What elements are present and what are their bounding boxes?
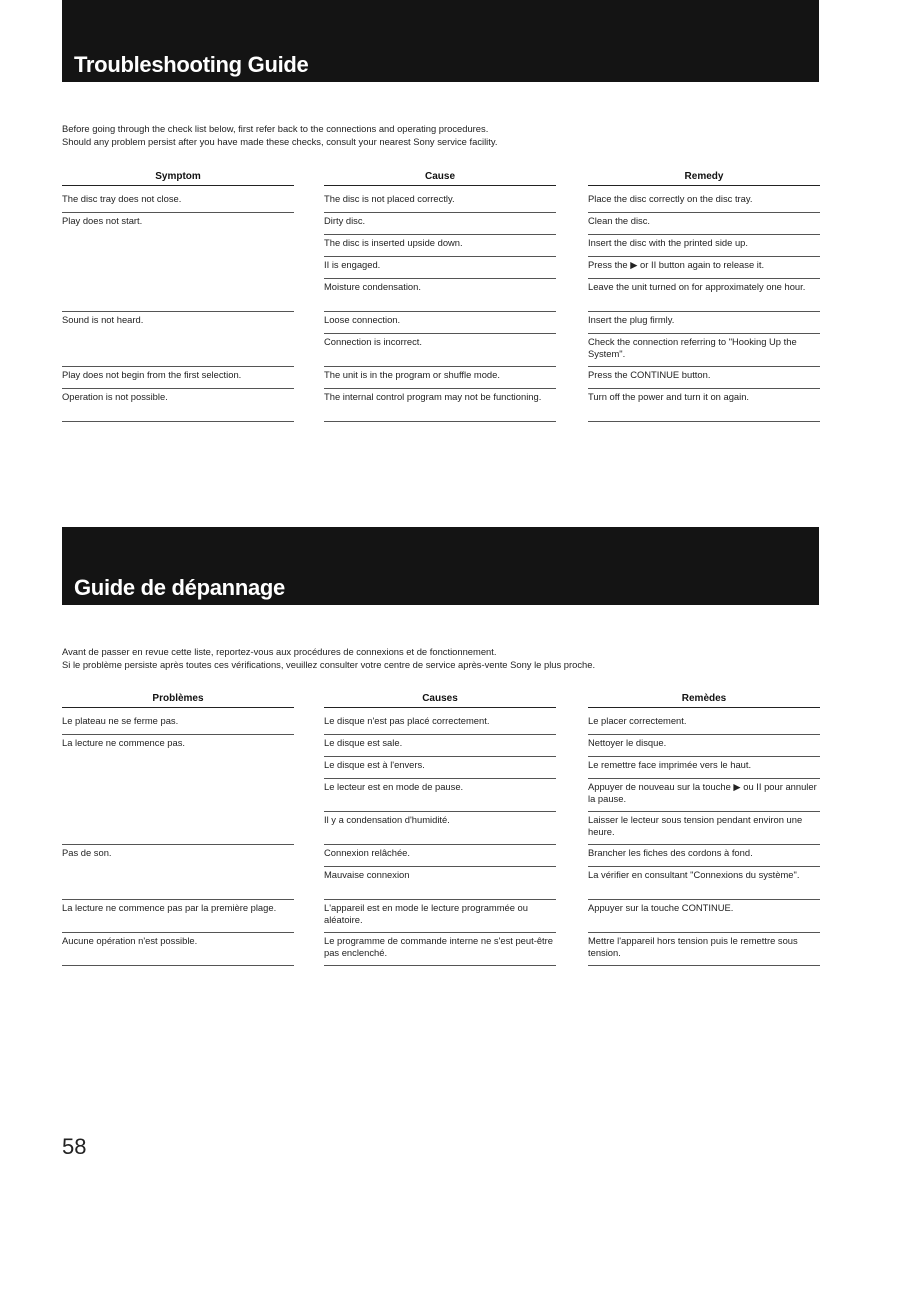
french-header-causes: Causes [324, 693, 556, 708]
table-row [62, 278, 822, 311]
row-divider [588, 421, 820, 422]
cell-symptom: Aucune opération n'est possible. [62, 935, 198, 946]
french-intro [62, 645, 822, 671]
table-row [62, 844, 822, 866]
table-row [62, 899, 822, 932]
english-header-remedy: Remedy [588, 171, 820, 186]
cell-symptom: Le plateau ne se ferme pas. [62, 715, 179, 726]
row-divider [62, 421, 294, 422]
row-divider [588, 965, 820, 966]
cell-remedy: Insert the plug firmly. [588, 314, 675, 325]
cell-symptom: Play does not begin from the first selection. [62, 369, 242, 380]
cell-remedy: Place the disc correctly on the disc tray. [588, 193, 753, 204]
cell-remedy: Clean the disc. [588, 215, 651, 226]
cell-symptom: Pas de son. [62, 847, 112, 858]
table-row [62, 712, 822, 734]
cell-symptom: La lecture ne commence pas par la première plage. [62, 902, 277, 913]
cell-cause: Loose connection. [324, 314, 401, 325]
table-row [62, 778, 822, 811]
cell-remedy: Nettoyer le disque. [588, 737, 667, 748]
cell-remedy: Turn off the power and turn it on again. [588, 391, 750, 402]
table-row [62, 866, 822, 899]
cell-cause: The internal control program may not be functioning. [324, 391, 542, 402]
table-row [62, 734, 822, 756]
cell-cause: Dirty disc. [324, 215, 366, 226]
french-header-problemes: Problèmes [62, 693, 294, 708]
table-row [62, 333, 822, 366]
cell-symptom [62, 811, 294, 814]
english-title: Troubleshooting Guide [74, 52, 309, 77]
table-row [62, 756, 822, 778]
cell-symptom: Play does not start. [62, 215, 143, 226]
cell-cause: The unit is in the program or shuffle mode. [324, 369, 500, 380]
cell-remedy: Press the ▶ or II button again to release it. [588, 259, 765, 270]
english-troubleshooting-table [62, 171, 822, 431]
cell-remedy: Leave the unit turned on for approximately one hour. [588, 281, 806, 292]
cell-remedy: Brancher les fiches des cordons à fond. [588, 847, 753, 858]
cell-remedy: Insert the disc with the printed side up. [588, 237, 748, 248]
table-row [62, 234, 822, 256]
cell-cause: Mauvaise connexion [324, 869, 410, 880]
english-intro-line-2: Should any problem persist after you have made these checks, consult your nearest Sony service facility. [62, 136, 498, 147]
cell-cause: Il y a condensation d'humidité. [324, 814, 450, 825]
table-row [62, 256, 822, 278]
row-divider [62, 965, 294, 966]
english-intro [62, 122, 822, 148]
cell-cause: The disc is inserted upside down. [324, 237, 463, 248]
cell-symptom: Operation is not possible. [62, 391, 168, 402]
cell-cause: Connexion relâchée. [324, 847, 410, 858]
table-row [62, 811, 822, 844]
cell-remedy: Le placer correctement. [588, 715, 687, 726]
cell-remedy: Appuyer de nouveau sur la touche ▶ ou II pour annuler la pause. [588, 781, 817, 804]
cell-symptom [62, 256, 294, 259]
french-title-banner [62, 527, 819, 605]
cell-cause: Connection is incorrect. [324, 336, 422, 347]
cell-cause: Le programme de commande interne ne s'est peut-être pas enclenché. [324, 935, 553, 958]
cell-remedy: Le remettre face imprimée vers le haut. [588, 759, 752, 770]
french-title: Guide de dépannage [74, 575, 285, 600]
cell-cause: L'appareil est en mode le lecture programmée ou aléatoire. [324, 902, 528, 925]
cell-symptom [62, 866, 294, 869]
cell-symptom [62, 234, 294, 237]
cell-symptom [62, 278, 294, 281]
english-title-banner [62, 0, 819, 82]
table-row [62, 366, 822, 388]
english-header-cause: Cause [324, 171, 556, 186]
cell-cause: Le lecteur est en mode de pause. [324, 781, 464, 792]
cell-remedy: Mettre l'appareil hors tension puis le remettre sous tension. [588, 935, 798, 958]
cell-cause: Le disque est sale. [324, 737, 403, 748]
cell-symptom [62, 778, 294, 781]
french-header-remedes: Remèdes [588, 693, 820, 708]
table-row [62, 932, 822, 965]
french-troubleshooting-table [62, 693, 822, 983]
table-row [62, 388, 822, 421]
cell-symptom: Sound is not heard. [62, 314, 144, 325]
table-row [62, 212, 822, 234]
cell-cause: Le disque n'est pas placé correctement. [324, 715, 490, 726]
cell-cause: Moisture condensation. [324, 281, 421, 292]
cell-cause: The disc is not placed correctly. [324, 193, 455, 204]
cell-symptom: The disc tray does not close. [62, 193, 182, 204]
cell-symptom: La lecture ne commence pas. [62, 737, 185, 748]
table-row [62, 311, 822, 333]
french-intro-line-2: Si le problème persiste après toutes ces vérifications, veuillez consulter votre centre de service après-vente Sony le plus proche. [62, 659, 596, 670]
english-intro-line-1: Before going through the check list below, first refer back to the connections and operating procedures. [62, 123, 489, 134]
row-divider [324, 965, 556, 966]
french-intro-line-1: Avant de passer en revue cette liste, reportez-vous aux procédures de connexions et de fonctionnement. [62, 646, 497, 657]
row-divider [324, 421, 556, 422]
cell-remedy: Press the CONTINUE button. [588, 369, 711, 380]
cell-remedy: La vérifier en consultant "Connexions du système". [588, 869, 800, 880]
cell-symptom [62, 756, 294, 759]
table-row [62, 190, 822, 212]
cell-remedy: Laisser le lecteur sous tension pendant environ une heure. [588, 814, 803, 837]
english-header-symptom: Symptom [62, 171, 294, 186]
cell-cause: Le disque est à l'envers. [324, 759, 425, 770]
cell-remedy: Appuyer sur la touche CONTINUE. [588, 902, 734, 913]
cell-symptom [62, 333, 294, 336]
cell-remedy: Check the connection referring to "Hooking Up the System". [588, 336, 797, 359]
cell-cause: II is engaged. [324, 259, 381, 270]
page-number: 58 [62, 1134, 87, 1159]
